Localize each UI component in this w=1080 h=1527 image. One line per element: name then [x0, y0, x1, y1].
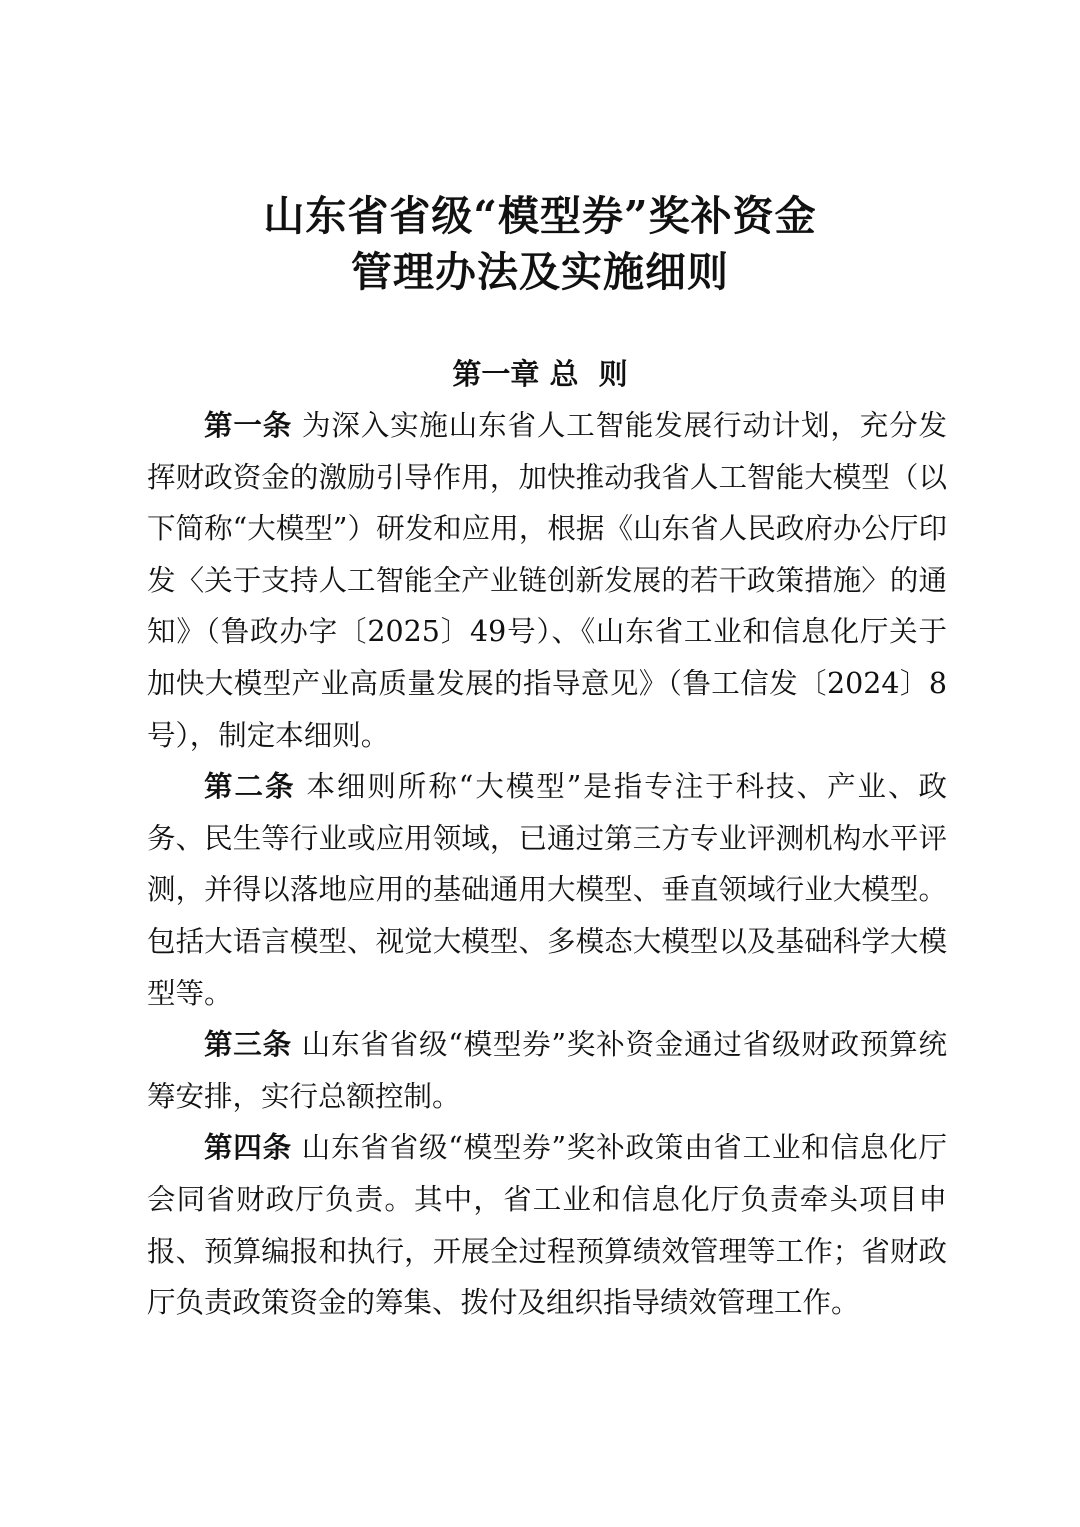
- article-number: 第四条: [204, 1131, 292, 1165]
- article-text: 山东省省级“模型券”奖补政策由省工业和信息化厅会同省财政厅负责。其中，省工业和信息化厅负责牵头项目申报、预算编报和执行，开展全过程预算绩效管理等工作；省财政厅负责政策资金的筹集、拨付及组织指导绩效管理工作。: [147, 1131, 947, 1320]
- article-text: 为深入实施山东省人工智能发展行动计划，充分发挥财政资金的激励引导作用，加快推动我省人工智能大模型（以下简称“大模型”）研发和应用，根据《山东省人民政府办公厅印发〈关于支持人工智能全产业链创新发展的若干政策措施〉的通知》（鲁政办字〔2025〕49号）、《山东省工业和信息化厅关于加快大模型产业高质量发展的指导意见》（鲁工信发〔2024〕8号），制定本细则。: [147, 409, 947, 752]
- article-number: 第三条: [204, 1028, 292, 1062]
- document-title: [0, 188, 1080, 300]
- article-number: 第一条: [204, 409, 293, 442]
- article-text: 本细则所称“大模型”是指专注于科技、产业、政务、民生等行业或应用领域，已通过第三方专业评测机构水平评测，并得以落地应用的基础通用大模型、垂直领域行业大模型。包括大语言模型、视觉大模型、多模态大模型以及基础科学大模型等。: [147, 770, 947, 1010]
- title-line-2: 管理办法及实施细则: [351, 248, 729, 296]
- article-2: [147, 761, 947, 1019]
- article-4: [147, 1122, 947, 1328]
- article-number: 第二条: [204, 770, 296, 804]
- article-1: [147, 400, 947, 761]
- article-text: 山东省省级“模型券”奖补资金通过省级财政预算统筹安排，实行总额控制。: [147, 1028, 947, 1113]
- article-3: [147, 1019, 947, 1122]
- document-body: [147, 400, 947, 1329]
- title-line-1: 山东省省级“模型券”奖补资金: [263, 192, 817, 240]
- chapter-heading: 第一章 总 则: [452, 357, 628, 391]
